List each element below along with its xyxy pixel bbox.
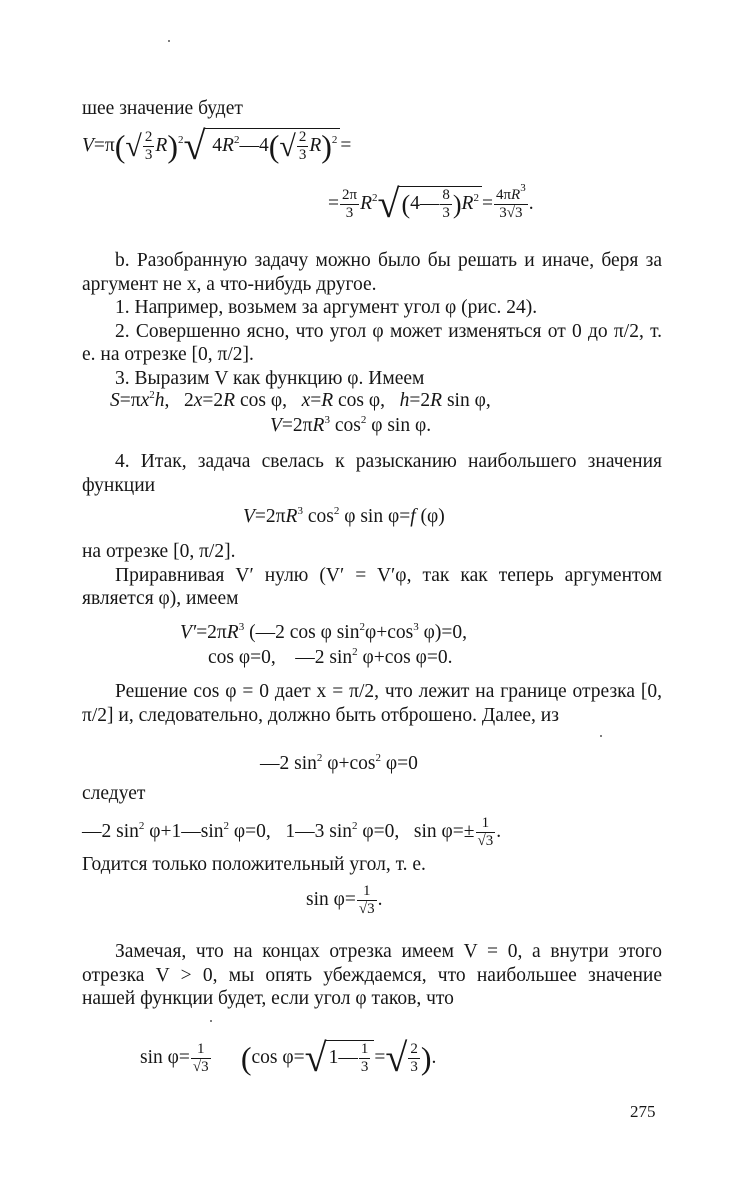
scan-speck — [600, 735, 602, 737]
formula3-line1: $S=\pi x^2h$, 2x=2R cos φ, x=R cos φ, h=2R sin φ, — [110, 389, 491, 411]
follows-text: следует — [82, 783, 146, 804]
formula5-line2: cos φ=0, —2 $\sin^2 \varphi+\cos$ φ=0. — [208, 646, 453, 668]
formula9: sin φ= $\frac{1}{√3}$ (cos φ=√ 1— $\frac{1}{3}$ =√ $\frac{2}{3}$ ). — [140, 1034, 437, 1080]
segment-text: на отрезке [0, π/2]. — [82, 541, 236, 562]
intro-line — [82, 97, 662, 121]
conclusion-block — [82, 940, 662, 1011]
solution-block — [82, 680, 662, 727]
equating-text: Приравнивая V′ нулю (V′ = V′φ, так как теперь аргументом является φ), имеем — [82, 564, 662, 609]
item-1 — [82, 296, 662, 320]
para-b-label: b. — [115, 250, 130, 271]
item-3-text: Выразим V как функцию φ. Имеем — [134, 367, 425, 389]
item-4 — [82, 450, 662, 497]
item-4-text: Итак, задача свелась к разысканию наибольшего значения функции — [82, 451, 662, 496]
para-b-block — [82, 249, 662, 390]
formula8: sin φ= $\frac{1}{√3}$ . — [306, 883, 383, 917]
positive-block — [82, 853, 662, 877]
intro-text: шее значение будет — [82, 98, 243, 119]
item-1-text: Например, возьмем за аргумент угол φ (рис. 24). — [134, 297, 538, 318]
formula1-line1: V=π(√ $\frac{2}{3}$ R)$^2$√ $4R^2—4(√$ $\frac{2}{3}$ R)$^2$ = — [82, 122, 352, 168]
item-3 — [82, 367, 662, 391]
solution-text: Решение cos φ = 0 дает x = π/2, что лежит на границе отрезка [0, π/2] и, следовательно, должно быть отброшено. Далее, из — [82, 681, 662, 726]
conclusion-text: Замечая, что на концах отрезка имеем V = 0, а внутри этого отрезка V > 0, мы опять убеждаемся, что наибольшее значение нашей функции будет, если угол φ таков, что — [82, 941, 662, 1009]
scan-speck — [210, 1020, 212, 1022]
page-number: 275 — [630, 1102, 656, 1121]
positive-text: Годится только положительный угол, т. е. — [82, 854, 426, 875]
formula1-line2: = $\frac{2\pi}{3}$ $R^2√(4—$ $\frac{8}{3}$ )$R^2$ = $\frac{4\pi R^3}{3√3}$ . — [328, 180, 534, 226]
formula6: —2 $\sin^2 \varphi+\cos^2$ φ=0 — [260, 752, 418, 774]
item-1-num: 1. — [115, 297, 130, 318]
formula3-line2: $V=2\pi R^3$ $\cos^2 \varphi$ sin φ. — [270, 414, 432, 436]
segment-block — [82, 540, 662, 611]
formula7: —2 $\sin^2$ $\varphi+1—\sin^2$ φ=0, 1—3 $\sin^2 \varphi=0$, sin φ=± $\frac{1}{√3}$ . — [82, 815, 502, 849]
item-2 — [82, 320, 662, 367]
item-3-num: 3. — [115, 367, 130, 389]
para-b-text: Разобранную задачу можно было бы решать и иначе, беря за аргумент не x, а что-нибудь другое. — [82, 250, 662, 295]
scan-speck — [168, 40, 170, 42]
formula4: $V=2\pi R^3$ $\cos^2 \varphi$ sin φ=f (φ) — [243, 505, 445, 527]
follows-block — [82, 782, 662, 806]
item-4-num: 4. — [115, 451, 130, 472]
item-4-block — [82, 450, 662, 497]
para-b — [82, 249, 662, 296]
formula5-line1: $V'=2\pi R^3$ (—2 cos φ $\sin^2\varphi+\cos^3$ φ)=0, — [180, 621, 467, 643]
item-2-num: 2. — [115, 320, 130, 342]
item-2-text: Совершенно ясно, что угол φ может изменяться от 0 до π/2, т. е. на отрезке [0, π/2]. — [82, 320, 663, 365]
